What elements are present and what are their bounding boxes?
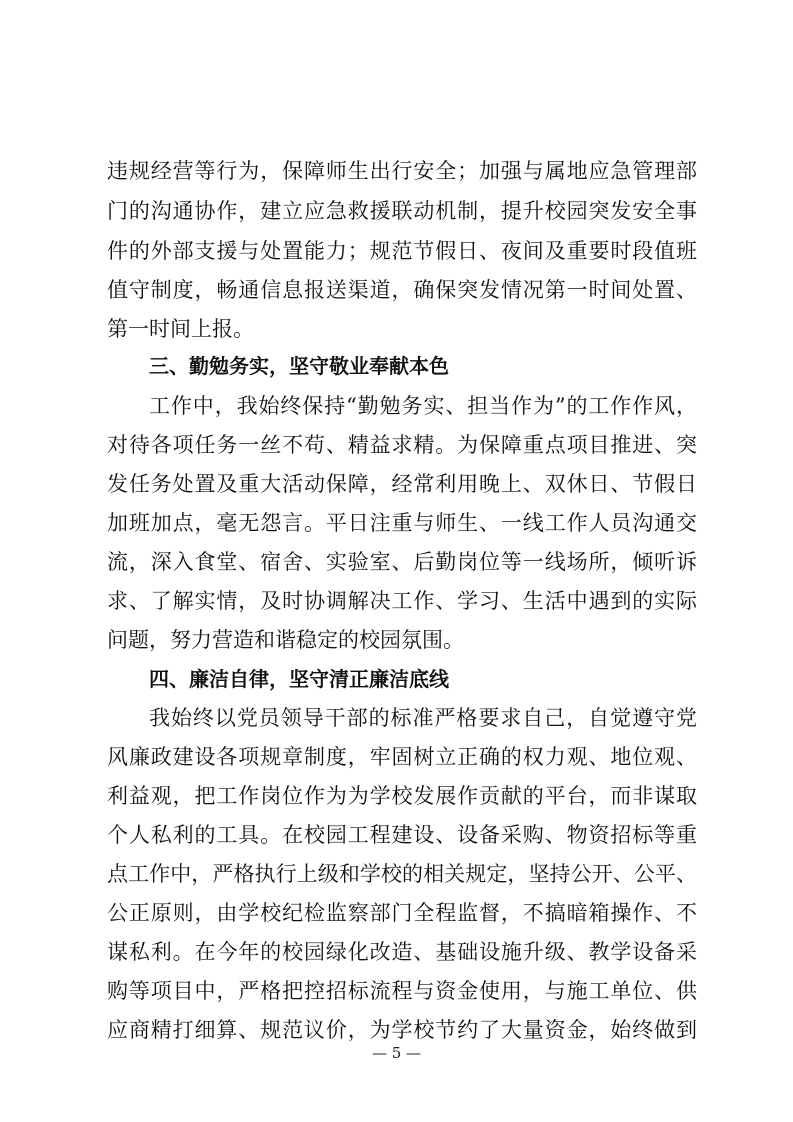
paragraph-line: 第一时间上报。 xyxy=(107,317,254,341)
paragraph-line: 求、了解实情，及时协调解决工作、学习、生活中遇到的实际 xyxy=(107,589,697,613)
paragraph-line: 风廉政建设各项规章制度，牢固树立正确的权力观、地位观、 xyxy=(107,745,697,769)
paragraph-line: 件的外部支援与处置能力；规范节假日、夜间及重要时段值班 xyxy=(107,239,697,263)
paragraph-line: 个人私利的工具。在校园工程建设、设备采购、物资招标等重 xyxy=(107,823,697,847)
paragraph-line: 对待各项任务一丝不苟、精益求精。为保障重点项目推进、突 xyxy=(107,433,697,457)
paragraph-line: 值守制度，畅通信息报送渠道，确保突发情况第一时间处置、 xyxy=(107,278,697,302)
section-heading: 三、勤勉务实，坚守敬业奉献本色 xyxy=(149,354,449,378)
paragraph-line: 发任务处置及重大活动保障，经常利用晚上、双休日、节假日 xyxy=(107,472,697,496)
paragraph-line: 我始终以党员领导干部的标准严格要求自己，自觉遵守党 xyxy=(149,706,697,730)
paragraph-line: 应商精打细算、规范议价，为学校节约了大量资金，始终做到 xyxy=(107,1018,697,1042)
paragraph-line: 门的沟通协作，建立应急救援联动机制，提升校园突发安全事 xyxy=(107,199,697,223)
paragraph-line: 购等项目中，严格把控招标流程与资金使用，与施工单位、供 xyxy=(107,979,697,1003)
section-heading: 四、廉洁自律，坚守清正廉洁底线 xyxy=(149,667,449,691)
paragraph-line: 问题，努力营造和谐稳定的校园氛围。 xyxy=(107,628,464,652)
paragraph-line: 工作中，我始终保持“勤勉务实、担当作为”的工作作风， xyxy=(149,394,697,418)
paragraph-line: 流，深入食堂、宿舍、实验室、后勤岗位等一线场所，倾听诉 xyxy=(107,550,697,574)
paragraph-line: 违规经营等行为，保障师生出行安全；加强与属地应急管理部 xyxy=(107,159,697,183)
page-number: — 5 — xyxy=(371,1044,422,1062)
paragraph-line: 点工作中，严格执行上级和学校的相关规定，坚持公开、公平、 xyxy=(107,862,697,886)
paragraph-line: 利益观，把工作岗位作为为学校发展作贡献的平台，而非谋取 xyxy=(107,784,697,808)
paragraph-line: 谋私利。在今年的校园绿化改造、基础设施升级、教学设备采 xyxy=(107,940,697,964)
paragraph-line: 加班加点，毫无怨言。平日注重与师生、一线工作人员沟通交 xyxy=(107,511,697,535)
paragraph-line: 公正原则，由学校纪检监察部门全程监督，不搞暗箱操作、不 xyxy=(107,901,697,925)
